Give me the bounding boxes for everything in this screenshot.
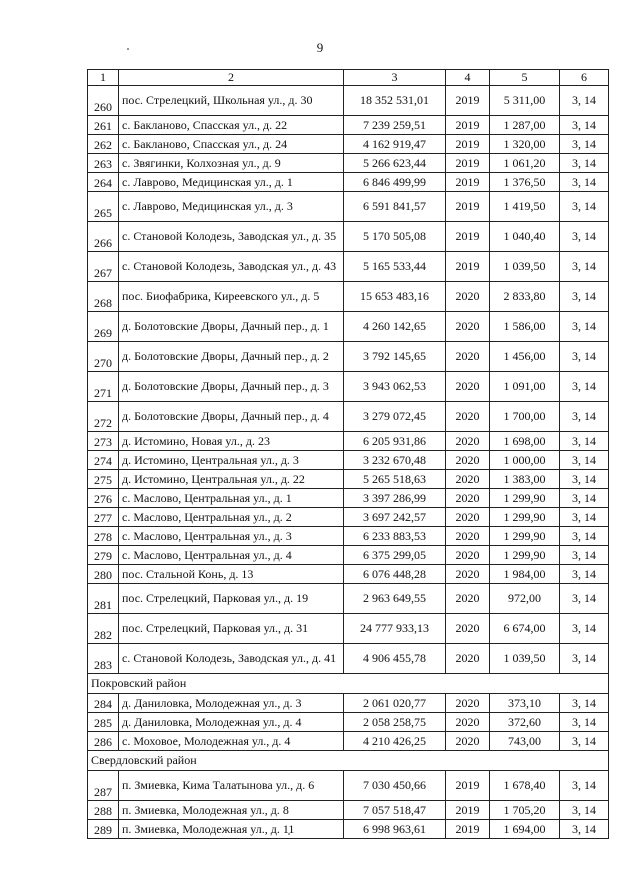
area-cell: 1 039,50: [490, 644, 560, 674]
year-cell: 2020: [446, 508, 490, 527]
code-cell: 3, 14: [560, 282, 609, 312]
row-number: 274: [88, 451, 119, 470]
year-cell: 2019: [446, 820, 490, 839]
table-header-row: [88, 70, 609, 86]
address-cell: пос. Стальной Конь, д. 13: [119, 565, 344, 584]
table-row: [88, 154, 609, 173]
table-row: [88, 252, 609, 282]
year-cell: 2020: [446, 694, 490, 713]
code-cell: 3, 14: [560, 116, 609, 135]
area-cell: 1 299,90: [490, 546, 560, 565]
code-cell: 3, 14: [560, 732, 609, 751]
row-number: 273: [88, 432, 119, 451]
row-number: 269: [88, 312, 119, 342]
year-cell: 2020: [446, 312, 490, 342]
area-cell: 5 311,00: [490, 86, 560, 116]
row-number: 278: [88, 527, 119, 546]
address-cell: д. Даниловка, Молодежная ул., д. 3: [119, 694, 344, 713]
code-cell: 3, 14: [560, 508, 609, 527]
area-cell: 1 061,20: [490, 154, 560, 173]
column-header: 4: [446, 70, 490, 86]
address-cell: д. Болотовские Дворы, Дачный пер., д. 4: [119, 402, 344, 432]
cost-cell: 15 653 483,16: [344, 282, 446, 312]
table-row: [88, 116, 609, 135]
cost-cell: 3 792 145,65: [344, 342, 446, 372]
column-header: 1: [88, 70, 119, 86]
table-row: [88, 546, 609, 565]
table-row: [88, 402, 609, 432]
area-cell: 373,10: [490, 694, 560, 713]
address-cell: пос. Биофабрика, Киреевского ул., д. 5: [119, 282, 344, 312]
row-number: 283: [88, 644, 119, 674]
table-row: [88, 489, 609, 508]
year-cell: 2019: [446, 222, 490, 252]
cost-cell: 7 057 518,47: [344, 801, 446, 820]
table-row: [88, 222, 609, 252]
code-cell: 3, 14: [560, 192, 609, 222]
address-cell: с. Становой Колодезь, Заводская ул., д. 35: [119, 222, 344, 252]
row-number: 262: [88, 135, 119, 154]
code-cell: 3, 14: [560, 173, 609, 192]
cost-cell: 4 210 426,25: [344, 732, 446, 751]
address-cell: с. Маслово, Центральная ул., д. 2: [119, 508, 344, 527]
address-cell: п. Змиевка, Кима Талатынова ул., д. 6: [119, 771, 344, 801]
code-cell: 3, 14: [560, 222, 609, 252]
row-number: 282: [88, 614, 119, 644]
code-cell: 3, 14: [560, 154, 609, 173]
cost-cell: 6 076 448,28: [344, 565, 446, 584]
cost-cell: 5 265 518,63: [344, 470, 446, 489]
cost-cell: 6 205 931,86: [344, 432, 446, 451]
row-number: 261: [88, 116, 119, 135]
cost-cell: 6 233 883,53: [344, 527, 446, 546]
row-number: 272: [88, 402, 119, 432]
cost-cell: 3 232 670,48: [344, 451, 446, 470]
year-cell: 2020: [446, 546, 490, 565]
cost-cell: 2 058 258,75: [344, 713, 446, 732]
code-cell: 3, 14: [560, 565, 609, 584]
address-cell: с. Маслово, Центральная ул., д. 1: [119, 489, 344, 508]
row-number: 287: [88, 771, 119, 801]
area-cell: 1 040,40: [490, 222, 560, 252]
year-cell: 2019: [446, 135, 490, 154]
year-cell: 2020: [446, 432, 490, 451]
year-cell: 2020: [446, 565, 490, 584]
cost-cell: 5 170 505,08: [344, 222, 446, 252]
address-cell: пос. Стрелецкий, Школьная ул., д. 30: [119, 86, 344, 116]
area-cell: 1 984,00: [490, 565, 560, 584]
year-cell: 2020: [446, 713, 490, 732]
year-cell: 2020: [446, 584, 490, 614]
cost-cell: 3 397 286,99: [344, 489, 446, 508]
year-cell: 2019: [446, 771, 490, 801]
code-cell: 3, 14: [560, 820, 609, 839]
year-cell: 2020: [446, 470, 490, 489]
row-number: 268: [88, 282, 119, 312]
year-cell: 2020: [446, 372, 490, 402]
code-cell: 3, 14: [560, 584, 609, 614]
table-row: [88, 732, 609, 751]
address-cell: д. Истомино, Центральная ул., д. 3: [119, 451, 344, 470]
code-cell: 3, 14: [560, 694, 609, 713]
cost-cell: 5 165 533,44: [344, 252, 446, 282]
address-cell: с. Моховое, Молодежная ул., д. 4: [119, 732, 344, 751]
area-cell: 1 700,00: [490, 402, 560, 432]
row-number: 289: [88, 820, 119, 839]
table-row: [88, 614, 609, 644]
row-number: 263: [88, 154, 119, 173]
row-number: 271: [88, 372, 119, 402]
table-row: [88, 771, 609, 801]
section-row: [88, 751, 609, 771]
table-row: [88, 86, 609, 116]
row-number: 280: [88, 565, 119, 584]
code-cell: 3, 14: [560, 614, 609, 644]
address-cell: с. Становой Колодезь, Заводская ул., д. 41: [119, 644, 344, 674]
cost-cell: 2 963 649,55: [344, 584, 446, 614]
code-cell: 3, 14: [560, 342, 609, 372]
cost-cell: 3 697 242,57: [344, 508, 446, 527]
address-cell: с. Маслово, Центральная ул., д. 4: [119, 546, 344, 565]
area-cell: 2 833,80: [490, 282, 560, 312]
year-cell: 2019: [446, 116, 490, 135]
area-cell: 1 039,50: [490, 252, 560, 282]
code-cell: 3, 14: [560, 527, 609, 546]
year-cell: 2020: [446, 489, 490, 508]
code-cell: 3, 14: [560, 489, 609, 508]
year-cell: 2019: [446, 192, 490, 222]
address-cell: д. Истомино, Центральная ул., д. 22: [119, 470, 344, 489]
cost-cell: 6 998 963,61: [344, 820, 446, 839]
address-cell: д. Болотовские Дворы, Дачный пер., д. 2: [119, 342, 344, 372]
address-cell: с. Становой Колодезь, Заводская ул., д. 43: [119, 252, 344, 282]
year-cell: 2020: [446, 527, 490, 546]
area-cell: 1 705,20: [490, 801, 560, 820]
row-number: 284: [88, 694, 119, 713]
address-cell: д. Истомино, Новая ул., д. 23: [119, 432, 344, 451]
area-cell: 1 383,00: [490, 470, 560, 489]
address-cell: д. Болотовские Дворы, Дачный пер., д. 3: [119, 372, 344, 402]
year-cell: 2020: [446, 282, 490, 312]
address-cell: с. Звягинки, Колхозная ул., д. 9: [119, 154, 344, 173]
code-cell: 3, 14: [560, 451, 609, 470]
year-cell: 2020: [446, 614, 490, 644]
table-row: [88, 342, 609, 372]
code-cell: 3, 14: [560, 713, 609, 732]
cost-cell: 6 591 841,57: [344, 192, 446, 222]
cost-cell: 4 906 455,78: [344, 644, 446, 674]
cost-cell: 5 266 623,44: [344, 154, 446, 173]
cost-cell: 2 061 020,77: [344, 694, 446, 713]
table-row: [88, 508, 609, 527]
area-cell: 1 419,50: [490, 192, 560, 222]
address-cell: пос. Стрелецкий, Парковая ул., д. 31: [119, 614, 344, 644]
row-number: 265: [88, 192, 119, 222]
row-number: 286: [88, 732, 119, 751]
cost-cell: 4 162 919,47: [344, 135, 446, 154]
table-row: [88, 584, 609, 614]
table-row: [88, 644, 609, 674]
row-number: 264: [88, 173, 119, 192]
code-cell: 3, 14: [560, 432, 609, 451]
year-cell: 2020: [446, 342, 490, 372]
area-cell: 6 674,00: [490, 614, 560, 644]
housing-table: [87, 69, 609, 839]
area-cell: 1 586,00: [490, 312, 560, 342]
column-header: 5: [490, 70, 560, 86]
code-cell: 3, 14: [560, 546, 609, 565]
table-row: [88, 282, 609, 312]
row-number: 260: [88, 86, 119, 116]
table-row: [88, 312, 609, 342]
cost-cell: 7 030 450,66: [344, 771, 446, 801]
table-row: [88, 694, 609, 713]
row-number: 267: [88, 252, 119, 282]
row-number: 281: [88, 584, 119, 614]
table-row: [88, 713, 609, 732]
row-number: 288: [88, 801, 119, 820]
code-cell: 3, 14: [560, 771, 609, 801]
code-cell: 3, 14: [560, 312, 609, 342]
address-cell: с. Лаврово, Медицинская ул., д. 3: [119, 192, 344, 222]
area-cell: 1 678,40: [490, 771, 560, 801]
area-cell: 1 000,00: [490, 451, 560, 470]
year-cell: 2020: [446, 451, 490, 470]
area-cell: 972,00: [490, 584, 560, 614]
address-cell: с. Бакланово, Спасская ул., д. 22: [119, 116, 344, 135]
cost-cell: 4 260 142,65: [344, 312, 446, 342]
column-header: 3: [344, 70, 446, 86]
address-cell: д. Болотовские Дворы, Дачный пер., д. 1: [119, 312, 344, 342]
address-cell: д. Даниловка, Молодежная ул., д. 4: [119, 713, 344, 732]
column-header: 2: [119, 70, 344, 86]
section-row: [88, 674, 609, 694]
code-cell: 3, 14: [560, 252, 609, 282]
table-row: [88, 173, 609, 192]
row-number: 276: [88, 489, 119, 508]
year-cell: 2019: [446, 801, 490, 820]
year-cell: 2019: [446, 86, 490, 116]
code-cell: 3, 14: [560, 801, 609, 820]
year-cell: 2019: [446, 154, 490, 173]
cost-cell: 18 352 531,01: [344, 86, 446, 116]
table-body: [88, 70, 609, 839]
row-number: 277: [88, 508, 119, 527]
address-cell: п. Змиевка, Молодежная ул., д. 8: [119, 801, 344, 820]
table-row: [88, 432, 609, 451]
column-header: 6: [560, 70, 609, 86]
table-row: [88, 372, 609, 402]
code-cell: 3, 14: [560, 372, 609, 402]
section-title: Покровский район: [88, 674, 609, 694]
section-title: Свердловский район: [88, 751, 609, 771]
row-number: 266: [88, 222, 119, 252]
area-cell: 1 320,00: [490, 135, 560, 154]
area-cell: 1 376,50: [490, 173, 560, 192]
table-row: [88, 565, 609, 584]
area-cell: 1 091,00: [490, 372, 560, 402]
cost-cell: 7 239 259,51: [344, 116, 446, 135]
year-cell: 2020: [446, 732, 490, 751]
cost-cell: 3 943 062,53: [344, 372, 446, 402]
table-row: [88, 470, 609, 489]
year-cell: 2019: [446, 252, 490, 282]
area-cell: 743,00: [490, 732, 560, 751]
cost-cell: 6 375 299,05: [344, 546, 446, 565]
table-row: [88, 527, 609, 546]
row-number: 279: [88, 546, 119, 565]
code-cell: 3, 14: [560, 644, 609, 674]
area-cell: 1 299,90: [490, 489, 560, 508]
code-cell: 3, 14: [560, 135, 609, 154]
area-cell: 372,60: [490, 713, 560, 732]
scan-speck: [127, 48, 129, 50]
address-cell: с. Бакланово, Спасская ул., д. 24: [119, 135, 344, 154]
address-cell: с. Лаврово, Медицинская ул., д. 1: [119, 173, 344, 192]
cost-cell: 3 279 072,45: [344, 402, 446, 432]
area-cell: 1 299,90: [490, 527, 560, 546]
address-cell: с. Маслово, Центральная ул., д. 3: [119, 527, 344, 546]
area-cell: 1 299,90: [490, 508, 560, 527]
row-number: 275: [88, 470, 119, 489]
area-cell: 1 287,00: [490, 116, 560, 135]
table-row: [88, 135, 609, 154]
table-row: [88, 451, 609, 470]
cost-cell: 6 846 499,99: [344, 173, 446, 192]
area-cell: 1 456,00: [490, 342, 560, 372]
area-cell: 1 698,00: [490, 432, 560, 451]
year-cell: 2020: [446, 644, 490, 674]
table-row: [88, 192, 609, 222]
row-number: 270: [88, 342, 119, 372]
code-cell: 3, 14: [560, 470, 609, 489]
code-cell: 3, 14: [560, 86, 609, 116]
table-row: [88, 820, 609, 839]
area-cell: 1 694,00: [490, 820, 560, 839]
row-number: 285: [88, 713, 119, 732]
table-row: [88, 801, 609, 820]
year-cell: 2020: [446, 402, 490, 432]
address-cell: п. Змиевка, Молодежная ул., д. 11: [119, 820, 344, 839]
year-cell: 2019: [446, 173, 490, 192]
cost-cell: 24 777 933,13: [344, 614, 446, 644]
code-cell: 3, 14: [560, 402, 609, 432]
address-cell: пос. Стрелецкий, Парковая ул., д. 19: [119, 584, 344, 614]
page-number: 9: [316, 40, 324, 55]
